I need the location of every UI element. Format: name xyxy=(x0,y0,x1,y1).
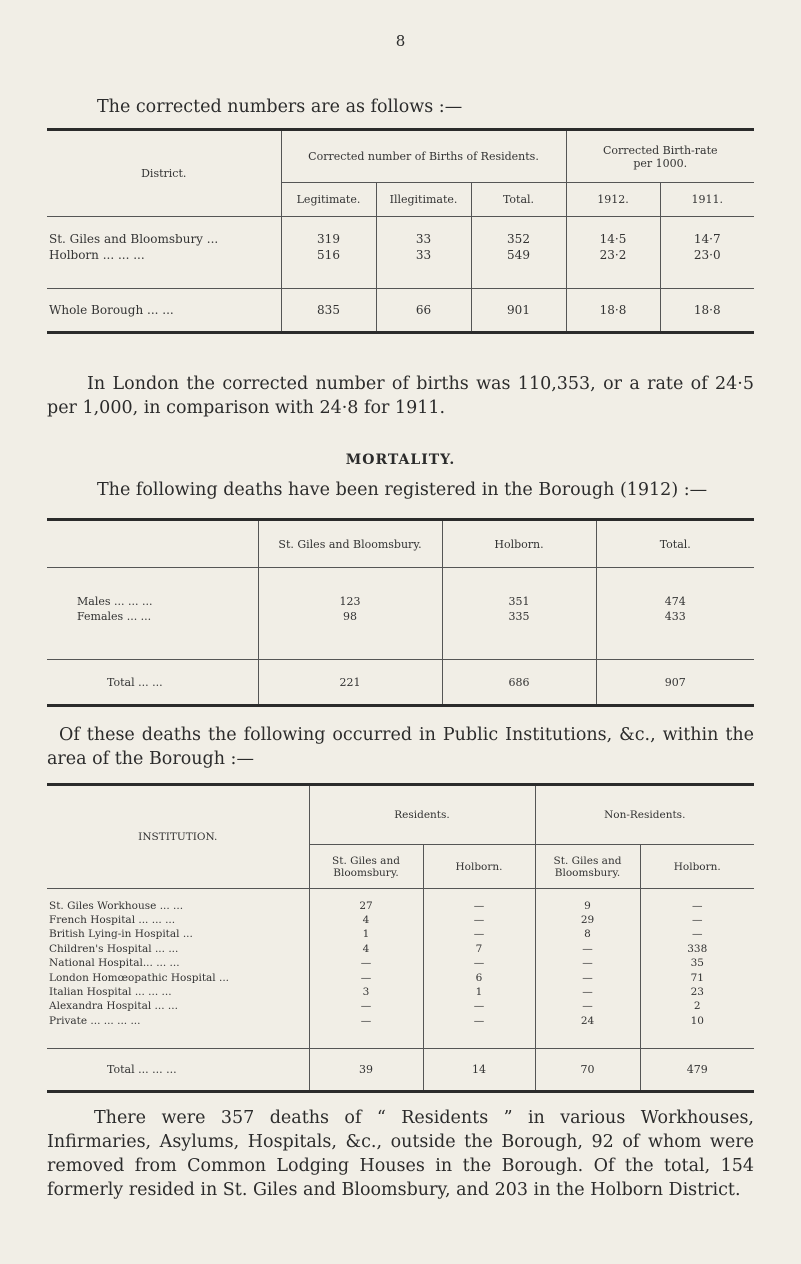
births-intro: The corrected numbers are as follows :— xyxy=(97,97,463,117)
col-stgiles: St. Giles and Bloomsbury. xyxy=(258,520,442,568)
col-total: Total. xyxy=(471,183,566,217)
col-non-stgiles: St. Giles and Bloomsbury. xyxy=(535,845,640,889)
table-row: Children's Hospital ... ... 4 7 — 338 xyxy=(47,942,754,956)
total-row: Total ... ... ... 39 14 70 479 xyxy=(47,1048,754,1091)
col-district: District. xyxy=(47,130,281,217)
col-total: Total. xyxy=(596,520,754,568)
table-row: National Hospital... ... ... — — — 35 xyxy=(47,956,754,970)
closing-paragraph: There were 357 deaths of “ Residents ” in various Workhouses, Infirmaries, Asylums, Hospitals, &c., outside the Borough, 92 of whom were removed from Common Lodging Houses in the Borough. Of the total, 154 formerly resided in St. Giles and Bloomsbury, and 203 in the Holborn District. xyxy=(47,1108,754,1200)
table-row: French Hospital ... ... ... 4 — 29 — xyxy=(47,913,754,927)
table-row: St. Giles Workhouse ... ... 27 — 9 — xyxy=(47,899,754,913)
col-1912: 1912. xyxy=(566,183,660,217)
col-holborn: Holborn. xyxy=(442,520,596,568)
col-institution: INSTITUTION. xyxy=(47,785,309,889)
table-row: Females ... ... 98 335 433 xyxy=(47,609,754,624)
table-row: Alexandra Hospital ... ... — — — 2 xyxy=(47,999,754,1013)
col-group-births: Corrected number of Births of Residents. xyxy=(281,130,566,183)
col-res-stgiles: St. Giles and Bloomsbury. xyxy=(309,845,423,889)
institutions-table xyxy=(47,783,754,1093)
col-nonresidents: Non-Residents. xyxy=(535,785,754,845)
table-row: British Lying-in Hospital ... 1 — 8 — xyxy=(47,927,754,941)
table-row: St. Giles and Bloomsbury ... 319 33 352 14·5 14·7 xyxy=(47,231,754,247)
col-legitimate: Legitimate. xyxy=(281,183,376,217)
births-table xyxy=(47,128,754,334)
institutions-intro: Of these deaths the following occurred in Public Institutions, &c., within the area of the Borough :— xyxy=(47,725,754,769)
table-row: Italian Hospital ... ... ... 3 1 — 23 xyxy=(47,985,754,999)
table-row: Males ... ... ... 123 351 474 xyxy=(47,594,754,609)
deaths-intro: The following deaths have been registered in the Borough (1912) :— xyxy=(97,480,708,500)
total-row: Total ... ... 221 686 907 xyxy=(47,660,754,706)
table-row: London Homœopathic Hospital ... — 6 — 71 xyxy=(47,970,754,984)
col-blank xyxy=(47,520,258,568)
table-row: Private ... ... ... ... — — 24 10 xyxy=(47,1014,754,1028)
london-paragraph: In London the corrected number of births was 110,353, or a rate of 24·5 per 1,000, in comparison with 24·8 for 1911. xyxy=(47,374,754,418)
col-1911: 1911. xyxy=(660,183,754,217)
col-group-rate: Corrected Birth-rate per 1000. xyxy=(566,130,754,183)
col-res-holborn: Holborn. xyxy=(423,845,535,889)
table-row: Holborn ... ... ... 516 33 549 23·2 23·0 xyxy=(47,247,754,263)
mortality-heading: MORTALITY. xyxy=(345,452,456,468)
col-non-holborn: Holborn. xyxy=(640,845,754,889)
whole-borough-row: Whole Borough ... ... 835 66 901 18·8 18·8 xyxy=(47,289,754,333)
col-residents: Residents. xyxy=(309,785,535,845)
col-illegitimate: Illegitimate. xyxy=(376,183,471,217)
page-number: 8 xyxy=(395,32,406,50)
deaths-table xyxy=(47,518,754,707)
